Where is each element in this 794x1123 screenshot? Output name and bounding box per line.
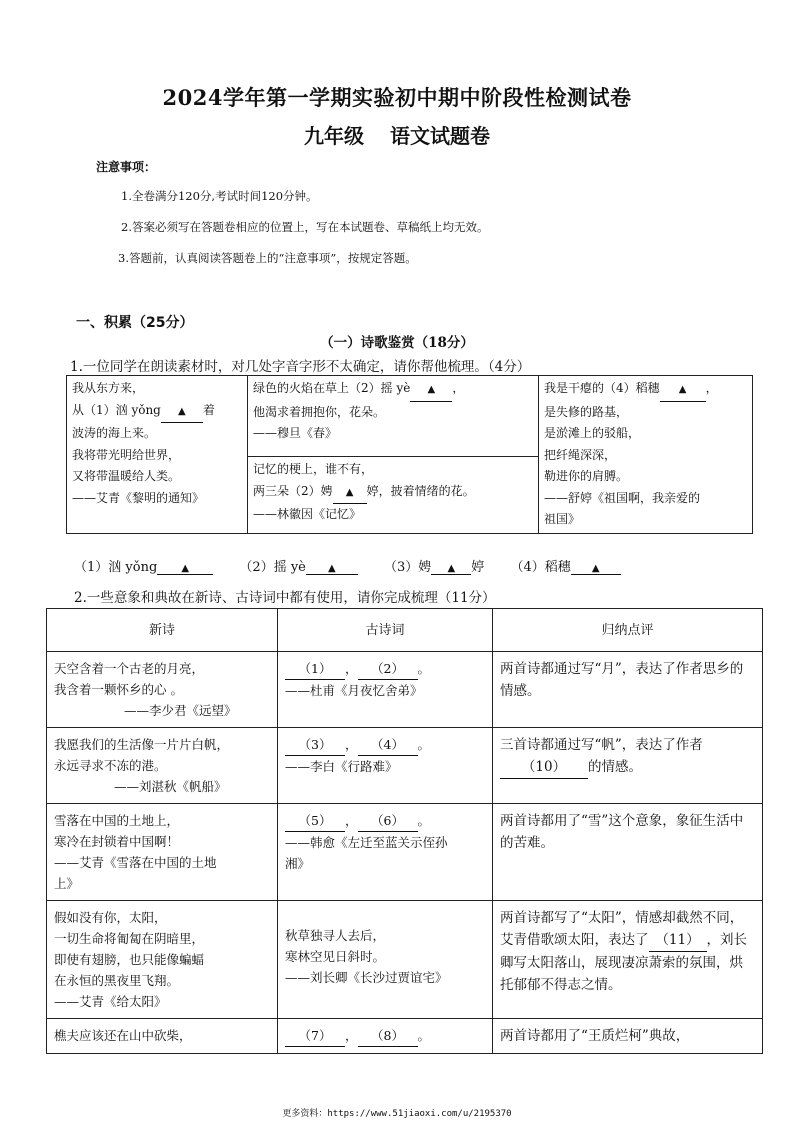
- blank-4[interactable]: ▲: [660, 379, 706, 402]
- classical-poem-cell: [278, 728, 493, 804]
- fill-blank-5[interactable]: （5）: [285, 810, 345, 832]
- grade-label: 九年级: [304, 124, 364, 148]
- poem-line: 秋草独寻人去后，: [285, 928, 386, 943]
- classical-poem-cell: [278, 1019, 493, 1054]
- answer-label: （1）汹 yǒng: [74, 560, 158, 575]
- poem-source: ——杜甫《月夜忆舍弟》: [285, 683, 423, 698]
- poem-line: 寒冷在封锁着中国啊！: [54, 834, 180, 849]
- fill-blank-8[interactable]: （8）: [358, 1025, 418, 1047]
- poem-line: [544, 378, 747, 402]
- poem-cell-2: [248, 376, 539, 457]
- comment-cell: 两首诗都用了“雪”这个意象，象征生活中的苦难。: [493, 804, 763, 901]
- poem-line: 我将带光明给世界，: [72, 447, 181, 462]
- poem-cell-4: [539, 376, 753, 534]
- answer-4: [510, 560, 620, 575]
- poem-line: 波涛的海上来。: [72, 426, 157, 440]
- notice-item-3: 3.答题前，认真阅读答题卷上的“注意事项”，按规定答题。: [118, 251, 417, 265]
- answer-label: （3）娉: [384, 560, 432, 575]
- poem-cell-1: [67, 376, 248, 534]
- poem-line: 我含着一颗怀乡的心 。: [54, 682, 183, 697]
- question-2-prompt: 2.一些意象和典故在新诗、古诗词中都有使用，请你完成梳理（11分）: [74, 590, 496, 606]
- blank-3[interactable]: ▲: [333, 482, 367, 505]
- poem-source: 湘》: [285, 856, 311, 871]
- poem-line-text: 婷，披着情绪的花。: [366, 483, 475, 498]
- poem-source: ——刘湛秋《帆船》: [114, 779, 227, 794]
- poem-line: 记忆的梗上，谁不有，: [253, 462, 374, 476]
- poem-cell-3: [248, 457, 539, 534]
- poem-line-text: 我是干瘪的（4）稻穗: [544, 381, 660, 395]
- fill-line: （5） ， （6） 。: [285, 810, 485, 832]
- poem-source: ——穆旦《春》: [253, 426, 338, 440]
- poem-source: ——李少君《远望》: [124, 703, 237, 718]
- answer-label: （4）稻穗: [510, 560, 571, 575]
- comment-cell: [493, 901, 763, 1019]
- poem-line-text: 绿色的火焰在草上（2）摇 yè: [253, 381, 411, 395]
- poem-line: 我从东方来，: [72, 381, 145, 395]
- poem-line: 寒林空见日斜时。: [285, 949, 386, 964]
- poem-line: 雪落在中国的土地上，: [54, 813, 180, 828]
- table-header-row: [47, 609, 763, 652]
- poem-line-text: ，: [705, 381, 718, 395]
- paper-label: 语文试题卷: [390, 124, 490, 148]
- header-new-poem: 新诗: [47, 609, 278, 652]
- comment-cell: 两首诗都通过写“月”，表达了作者思乡的情感。: [493, 652, 763, 728]
- fill-blank-4[interactable]: （4）: [358, 734, 418, 756]
- poem-line: 是淤滩上的驳船，: [544, 426, 641, 440]
- answer-blank-1[interactable]: ▲: [157, 563, 213, 575]
- poem-line-text: 着: [202, 402, 215, 417]
- poem-line: 把纤绳深深，: [544, 447, 617, 462]
- new-poem-cell: [47, 901, 278, 1019]
- poem-line-text: 两三朵（2）娉: [253, 483, 333, 498]
- poem-line: 即使有翅膀，也只能像蝙蝠: [54, 952, 205, 967]
- poem-source: ——林徽因《记忆》: [253, 507, 362, 521]
- fill-blank-7[interactable]: （7）: [285, 1025, 345, 1047]
- notice-item-1: 1.全卷满分120分,考试时间120分钟。: [121, 189, 318, 203]
- blank-2[interactable]: ▲: [410, 379, 452, 402]
- poem-line: 我愿我们的生活像一片片白帆，: [54, 737, 230, 752]
- answer-label: （2）摇 yè: [239, 560, 306, 575]
- table-row: [47, 804, 763, 901]
- poem-line-text: 从（1）汹 yǒng: [72, 402, 161, 417]
- poem-line: [253, 378, 533, 402]
- poem-source: ——艾青《给太阳》: [54, 994, 167, 1009]
- comparison-table: [46, 608, 763, 1054]
- section-1-heading: 一、积累（25分）: [76, 315, 194, 331]
- poem-excerpt-table: [66, 375, 753, 534]
- exam-title: 2024学年第一学期实验初中期中阶段性检测试卷: [162, 85, 632, 110]
- answer-blank-2[interactable]: ▲: [306, 563, 358, 575]
- poem-line: 是失修的路基，: [544, 404, 629, 419]
- answer-label: 婷: [471, 560, 485, 575]
- fill-blank-11[interactable]: （11）: [649, 929, 707, 952]
- q1-answer-line: [74, 556, 643, 575]
- fill-line: （3） ， （4） 。: [285, 734, 485, 756]
- answer-blank-3[interactable]: ▲: [431, 563, 471, 575]
- answer-blank-4[interactable]: ▲: [571, 563, 621, 575]
- table-row: [47, 652, 763, 728]
- blank-1[interactable]: ▲: [161, 401, 203, 424]
- poem-source: ——刘长卿《长沙过贾谊宅》: [285, 970, 448, 985]
- new-poem-cell: [47, 728, 278, 804]
- table-row: [47, 728, 763, 804]
- poem-source: 祖国》: [544, 512, 581, 526]
- poem-line: [253, 481, 533, 505]
- fill-blank-1[interactable]: （1）: [285, 658, 345, 680]
- comment-text: 的情感。: [588, 759, 642, 775]
- comment-text: 两首诗都写了“太阳”，情感却截然不同，艾青借歌颂太阳，表达了: [500, 910, 744, 948]
- fill-line: （1） ， （2） 。: [285, 658, 485, 680]
- table-row: [47, 901, 763, 1019]
- poem-line: 樵夫应该还在山中砍柴，: [54, 1028, 192, 1043]
- poem-source: ——韩愈《左迁至蓝关示侄孙: [285, 835, 448, 850]
- poem-line: 勒进你的肩膊。: [544, 469, 629, 483]
- poem-line: 假如没有你，太阳，: [54, 910, 167, 925]
- classical-poem-cell: [278, 652, 493, 728]
- header-comment: 归纳点评: [493, 609, 763, 652]
- poem-source: ——舒婷《祖国啊，我亲爱的: [544, 490, 701, 505]
- notice-item-2: 2.答案必须写在答题卷相应的位置上，写在本试题卷、草稿纸上均无效。: [121, 220, 489, 234]
- poem-source: ——艾青《雪落在中国的土地: [54, 855, 217, 870]
- answer-3: [384, 560, 484, 575]
- comment-text: ，刘长卿写太阳落山，展现凄凉萧索的氛围，烘托郁郁不得志之情。: [500, 932, 747, 993]
- poem-line: 他渴求着拥抱你，花朵。: [253, 404, 386, 419]
- fill-blank-6[interactable]: （6）: [358, 810, 418, 832]
- poem-source: 上》: [54, 876, 80, 891]
- footer-link[interactable]: 更多资料：https://www.51jiaoxi.com/u/2195370: [282, 1109, 512, 1119]
- answer-1: [74, 560, 213, 575]
- poem-line: 一切生命将匍匐在阴暗里，: [54, 931, 205, 946]
- new-poem-cell: [47, 652, 278, 728]
- comment-text: 三首诗都通过写“帆”，表达了作者: [500, 737, 703, 753]
- exam-subtitle: [0, 120, 794, 149]
- notice-heading: 注意事项：: [96, 160, 157, 174]
- poem-line: 又将带温暖给人类。: [72, 469, 181, 483]
- header-classical-poem: 古诗词: [278, 609, 493, 652]
- new-poem-cell: [47, 804, 278, 901]
- poem-line-text: ，: [452, 381, 465, 395]
- fill-blank-3[interactable]: （3）: [285, 734, 345, 756]
- comment-cell: 两首诗都用了“王质烂柯”典故，: [493, 1019, 763, 1054]
- answer-2: [239, 560, 357, 575]
- poem-source: ——李白《行路难》: [285, 759, 398, 774]
- fill-blank-2[interactable]: （2）: [358, 658, 418, 680]
- new-poem-cell: [47, 1019, 278, 1054]
- question-1-prompt: 1.一位同学在朗读素材时，对几处字音字形不太确定，请你帮他梳理。（4分）: [70, 359, 531, 375]
- classical-poem-cell: [278, 804, 493, 901]
- poem-source: ——艾青《黎明的通知》: [72, 490, 205, 505]
- classical-poem-cell: [278, 901, 493, 1019]
- subsection-heading: （一）诗歌鉴赏（18分）: [320, 335, 474, 351]
- poem-line: 永远寻求不冻的港。: [54, 758, 167, 773]
- poem-line: 天空含着一个古老的月亮，: [54, 661, 205, 676]
- poem-line: 在永恒的黑夜里飞翔。: [54, 973, 180, 988]
- table-row: [47, 1019, 763, 1054]
- fill-blank-10[interactable]: （10）: [500, 756, 588, 779]
- comment-cell: [493, 728, 763, 804]
- fill-line: （7） ， （8） 。: [285, 1025, 485, 1047]
- poem-line: [72, 400, 242, 424]
